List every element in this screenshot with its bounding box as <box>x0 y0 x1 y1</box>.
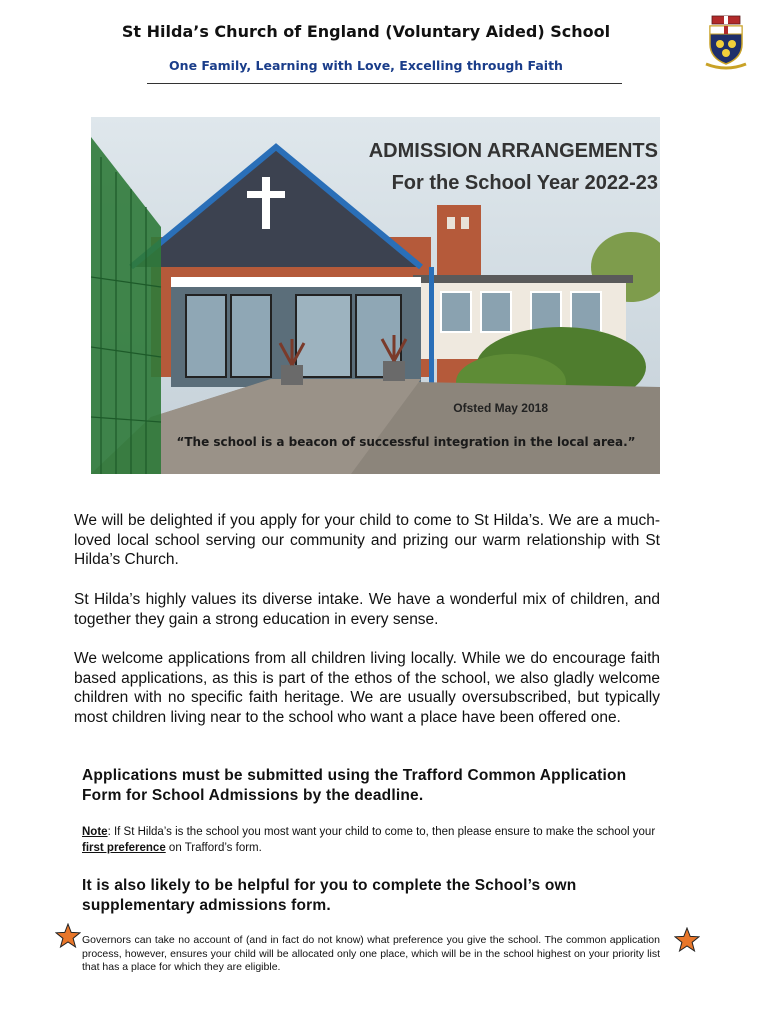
applications-welcome-paragraph: We welcome applications from all children living locally. While we do encourage faith based applications, as this is part of the ethos of the school, we also gladly welcome children with no specific faith heritage. We are usually oversubscribed, but typically most children living near to the school who want a place have been offered one. <box>74 650 660 726</box>
preference-note <box>82 824 662 856</box>
supplementary-form-notice: It is also likely to be helpful for you to complete the School’s own supplementary admissions form. <box>82 877 577 914</box>
school-crest-logo <box>702 14 750 70</box>
ofsted-quote: “The school is a beacon of successful integration in the local area.” <box>176 435 636 449</box>
hero-title-line1: ADMISSION ARRANGEMENTS <box>368 140 658 162</box>
hero-title <box>369 135 658 199</box>
school-motto: One Family, Learning with Love, Excelling through Faith <box>169 58 563 73</box>
application-deadline-notice: Applications must be submitted using the Trafford Common Application Form for School Admissions by the deadline. <box>82 767 627 804</box>
school-photo <box>91 117 660 474</box>
diversity-paragraph: St Hilda’s highly values its diverse intake. We have a wonderful mix of children, and together they gain a strong education in every sense. <box>74 591 660 628</box>
star-icon-right <box>674 927 700 953</box>
intro-paragraph: We will be delighted if you apply for your child to come to St Hilda’s. We are a much-loved local school serving our community and prizing our warm relationship with St Hilda’s Church. <box>74 512 660 568</box>
first-preference-emphasis: first preference <box>82 842 166 854</box>
note-label: Note <box>82 826 108 838</box>
note-text-b: on Trafford’s form. <box>165 842 262 854</box>
header-divider <box>147 83 622 84</box>
star-icon-left <box>55 923 81 949</box>
note-text-a: : If St Hilda’s is the school you most want your child to come to, then please ensure to make the school your <box>107 826 656 838</box>
governors-notice: Governors can take no account of (and in fact do not know) what preference you give the school. The common application process, however, ensures your child will be allocated only one place, which will be in the school highest on your priority list that has a place for which they are eligible. <box>82 934 660 973</box>
school-name: St Hilda’s Church of England (Voluntary Aided) School <box>121 22 611 41</box>
ofsted-caption: Ofsted May 2018 <box>453 401 548 415</box>
hero-title-line2: For the School Year 2022-23 <box>391 172 658 194</box>
